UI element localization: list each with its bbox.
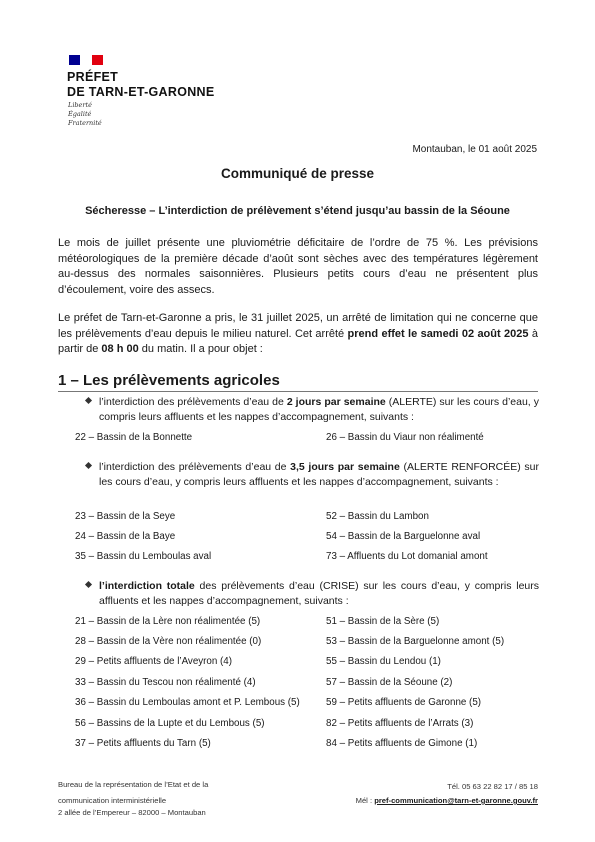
intro-paragraph: Le mois de juillet présente une pluviométrie déficitaire de l’ordre de 75 %. Les prévisions météorologiques de la première décade d’août sont sèches avec des températures légèrement au-dessus des normales saisonnières. Plusieurs petits cours d’eau ne présentent plus d’écoulement, voire des assecs. (58, 237, 538, 296)
bullet-diamond-icon (85, 462, 92, 469)
list-item: 28 – Bassin de la Vère non réalimentée (0) (75, 636, 262, 647)
footer-email-link[interactable]: pref-communication@tarn-et-garonne.gouv.fr (374, 796, 538, 805)
list-item: 73 – Affluents du Lot domanial amont (326, 551, 488, 562)
footer-address: Bureau de la représentation de l’Etat et de la communication interministérielle 2 allée de l’Empereur – 82000 – Montauban (58, 780, 209, 817)
bullet-alerte-renforcee: l’interdiction des prélèvements d’eau de 3,5 jours par semaine (ALERTE RENFORCÉE) sur les cours d’eau, y compris leurs affluents et les nappes d’accompagnement, suivants : (99, 460, 539, 490)
list-item: 21 – Bassin de la Lère non réalimentée (5) (75, 616, 261, 627)
list-item: 37 – Petits affluents du Tarn (5) (75, 738, 211, 749)
decree-paragraph: Le préfet de Tarn-et-Garonne a pris, le 31 juillet 2025, un arrêté de limitation qui ne concerne que les prélèvements d’eau depuis le milieu naturel. Cet arrêté prend effet le samedi 02 août 2025 à partir de 08 h 00 du matin. Il a pour objet : (58, 312, 538, 355)
bullet-alerte: l’interdiction des prélèvements d’eau de 2 jours par semaine (ALERTE) sur les cours d’eau, y compris leurs affluents et les nappes d’accompagnement, suivants : (99, 395, 539, 425)
heading-divider (58, 391, 538, 392)
list-item: 23 – Bassin de la Seye (75, 511, 176, 522)
footer-contact: Tél. 05 63 22 82 17 / 85 18 Mél : pref-communication@tarn-et-garonne.gouv.fr (355, 782, 538, 805)
motto-liberte: Liberté (68, 101, 92, 109)
bullet-crise: l’interdiction totale des prélèvements d’eau (CRISE) sur les cours d’eau, y compris leurs affluents et les nappes d’accompagnement, suivants : (99, 579, 539, 609)
motto-fraternite: Fraternité (68, 119, 102, 127)
logo-prefet: PRÉFET (67, 70, 119, 84)
list-item: 51 – Bassin de la Sère (5) (326, 616, 440, 627)
footer-phone: Tél. 05 63 22 82 17 / 85 18 (447, 782, 538, 791)
list-item: 56 – Bassins de la Lupte et du Lembous (5) (75, 718, 265, 729)
list-item: 35 – Bassin du Lemboulas aval (75, 551, 212, 562)
logo-department: DE TARN-ET-GARONNE (67, 85, 215, 99)
list-item: 26 – Bassin du Viaur non réalimenté (326, 432, 484, 443)
bullet-diamond-icon (85, 581, 92, 588)
date-line: Montauban, le 01 août 2025 (412, 144, 537, 155)
bullet-diamond-icon (85, 397, 92, 404)
list-item: 57 – Bassin de la Séoune (2) (326, 677, 453, 688)
page-title: Communiqué de presse (220, 166, 375, 181)
list-item: 36 – Bassin du Lemboulas amont et P. Lembous (5) (75, 697, 300, 708)
list-item: 54 – Bassin de la Barguelonne aval (326, 531, 481, 542)
list-item: 59 – Petits affluents de Garonne (5) (326, 697, 482, 708)
list-item: 29 – Petits affluents de l’Aveyron (4) (75, 656, 233, 667)
list-item: 33 – Bassin du Tescou non réalimenté (4) (75, 677, 256, 688)
list-item: 55 – Bassin du Lendou (1) (326, 656, 441, 667)
list-item: 52 – Bassin du Lambon (326, 511, 429, 522)
marianne-flag-logo (69, 55, 103, 65)
list-item: 53 – Bassin de la Barguelonne amont (5) (326, 636, 505, 647)
list-item: 82 – Petits affluents de l’Arrats (3) (326, 718, 474, 729)
list-item: 24 – Bassin de la Baye (75, 531, 176, 542)
list-item: 84 – Petits affluents de Gimone (1) (326, 738, 478, 749)
list-item: 22 – Bassin de la Bonnette (75, 432, 193, 443)
section-heading: 1 – Les prélèvements agricoles (58, 372, 280, 389)
motto-egalite: Égalité (68, 110, 92, 118)
page-subtitle: Sécheresse – L’interdiction de prélèvement s’étend jusqu’au bassin de la Séoune (85, 205, 510, 217)
